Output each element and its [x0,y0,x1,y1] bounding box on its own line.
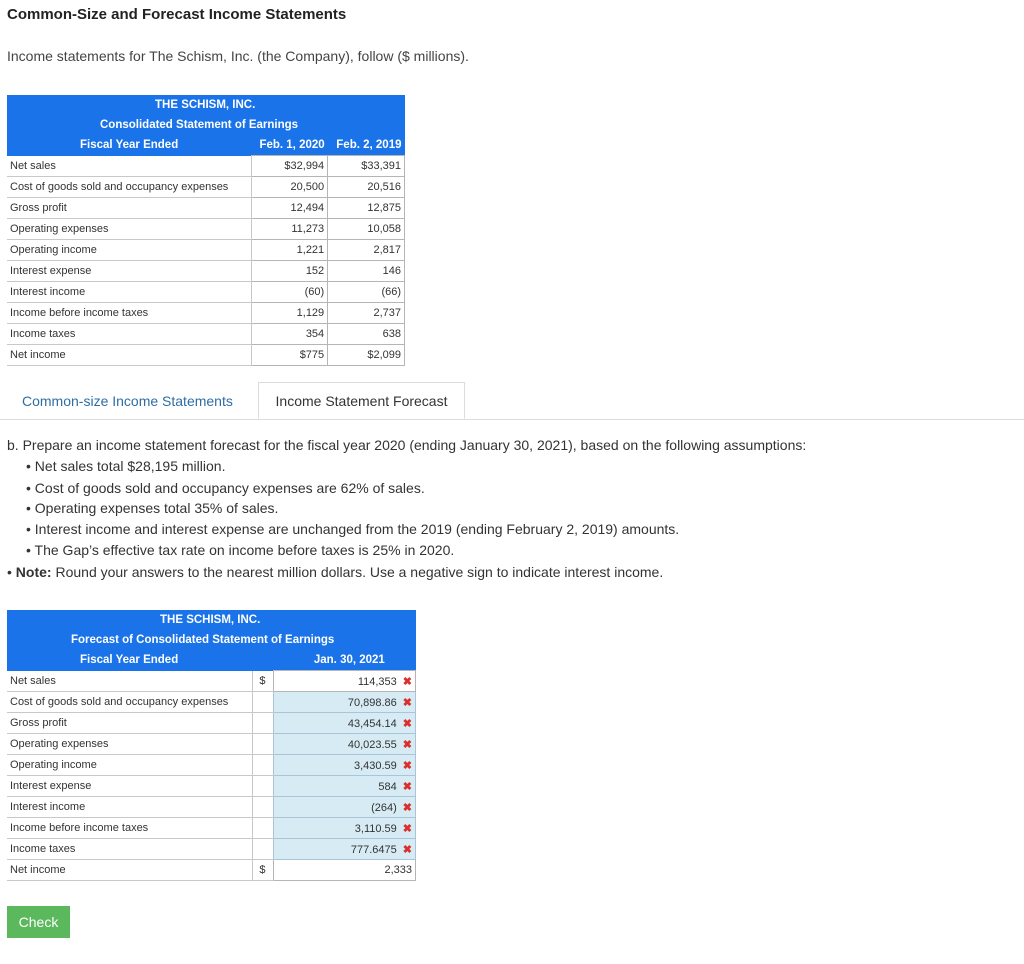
row-value: 2,737 [328,303,405,324]
assumption-item: • The Gap’s effective tax rate on income before taxes is 25% in 2020. [26,542,455,558]
table-row [7,303,405,324]
note-text: Round your answers to the nearest million dollars. Use a negative sign to indicate interest income. [55,564,664,580]
instructions-lead: b. Prepare an income statement forecast for the fiscal year 2020 (ending January 30, 2021), based on the following assumptions: [7,437,807,453]
incorrect-icon: ✖ [402,717,412,730]
table-row [7,282,405,303]
table2-statement: Forecast of Consolidated Statement of Earnings [7,630,416,650]
check-button[interactable]: Check [7,906,70,938]
tab-common-size[interactable]: Common-size Income Statements [22,393,233,409]
table-row [7,755,416,776]
net-income-total: 2,333 [274,860,416,881]
incorrect-icon: ✖ [402,843,412,856]
incorrect-icon: ✖ [402,780,412,793]
answer-input[interactable]: 114,353 ✖ [274,671,416,692]
table1-col2-header: Feb. 2, 2019 [328,135,405,156]
row-label: Cost of goods sold and occupancy expenses [7,177,252,198]
table-row [7,345,405,366]
row-value: 1,129 [252,303,328,324]
row-label: Income before income taxes [7,818,253,839]
answer-input[interactable]: (264) ✖ [274,797,416,818]
note-label: Note: [15,564,52,580]
answer-input[interactable]: 3,110.59 ✖ [274,818,416,839]
answer-input[interactable]: 43,454.14 ✖ [274,713,416,734]
row-value: 20,516 [328,177,405,198]
row-label: Operating expenses [7,219,252,240]
row-label: Gross profit [7,713,253,734]
row-value: $775 [252,345,328,366]
currency-symbol: $ [253,860,274,881]
row-value: 12,875 [328,198,405,219]
row-label: Interest income [7,282,252,303]
assumption-item: • Interest income and interest expense are unchanged from the 2019 (ending February 2, 2019) amounts. [26,521,680,537]
row-label: Income taxes [7,324,252,345]
table1-statement: Consolidated Statement of Earnings [7,115,405,135]
answer-input[interactable]: 40,023.55 ✖ [274,734,416,755]
table-row [7,219,405,240]
answer-input[interactable]: 777.6475 ✖ [274,839,416,860]
table-row [7,240,405,261]
tab-forecast[interactable]: Income Statement Forecast [258,382,465,419]
table-row [7,177,405,198]
row-value: 2,817 [328,240,405,261]
row-label: Operating expenses [7,734,253,755]
forecast-table [7,610,416,881]
row-value: $2,099 [328,345,405,366]
row-label: Income before income taxes [7,303,252,324]
incorrect-icon: ✖ [402,696,412,709]
table-row [7,198,405,219]
table-row [7,692,416,713]
answer-input[interactable]: 3,430.59 ✖ [274,755,416,776]
table2-company: THE SCHISM, INC. [7,610,416,630]
row-value: 11,273 [252,219,328,240]
row-value: 20,500 [252,177,328,198]
table-row [7,324,405,345]
row-label: Operating income [7,240,252,261]
row-label: Net income [7,860,253,881]
note: • Note: Round your answers to the nearest million dollars. Use a negative sign to indicate interest income. [7,564,664,580]
row-label: Gross profit [7,198,252,219]
table-row [7,860,416,881]
tab-divider [0,419,1024,420]
table-row [7,734,416,755]
incorrect-icon: ✖ [402,759,412,772]
row-value: 638 [328,324,405,345]
table2-col-header: Jan. 30, 2021 [274,650,416,671]
currency-symbol: $ [253,671,274,692]
row-value: 12,494 [252,198,328,219]
assumption-item: • Operating expenses total 35% of sales. [26,500,279,516]
table-row [7,713,416,734]
row-value: $32,994 [252,156,328,177]
row-label: Net sales [7,671,253,692]
table1-fy-label: Fiscal Year Ended [7,135,252,156]
row-label: Income taxes [7,839,253,860]
row-label: Interest income [7,797,253,818]
answer-input[interactable]: 70,898.86 ✖ [274,692,416,713]
table-row [7,671,416,692]
table-row [7,776,416,797]
assumption-item: • Cost of goods sold and occupancy expenses are 62% of sales. [26,480,425,496]
table-row [7,261,405,282]
incorrect-icon: ✖ [402,675,412,688]
row-value: 1,221 [252,240,328,261]
table-row [7,839,416,860]
row-label: Operating income [7,755,253,776]
row-label: Net sales [7,156,252,177]
incorrect-icon: ✖ [402,738,412,751]
table1-col1-header: Feb. 1, 2020 [252,135,328,156]
table1-company: THE SCHISM, INC. [7,95,405,115]
row-value: (60) [252,282,328,303]
row-value: 10,058 [328,219,405,240]
row-label: Net income [7,345,252,366]
row-label: Interest expense [7,261,252,282]
row-label: Cost of goods sold and occupancy expenses [7,692,253,713]
intro-text: Income statements for The Schism, Inc. (the Company), follow ($ millions). [7,48,469,64]
row-value: 354 [252,324,328,345]
assumption-item: • Net sales total $28,195 million. [26,458,226,474]
table-row [7,156,405,177]
answer-input[interactable]: 584 ✖ [274,776,416,797]
incorrect-icon: ✖ [402,801,412,814]
row-value: (66) [328,282,405,303]
table-row [7,797,416,818]
incorrect-icon: ✖ [402,822,412,835]
earnings-table [7,95,405,366]
row-value: 146 [328,261,405,282]
table2-fy-label: Fiscal Year Ended [7,650,253,671]
table-row [7,818,416,839]
row-value: $33,391 [328,156,405,177]
row-label: Interest expense [7,776,253,797]
page-title: Common-Size and Forecast Income Statements [7,6,347,23]
row-value: 152 [252,261,328,282]
